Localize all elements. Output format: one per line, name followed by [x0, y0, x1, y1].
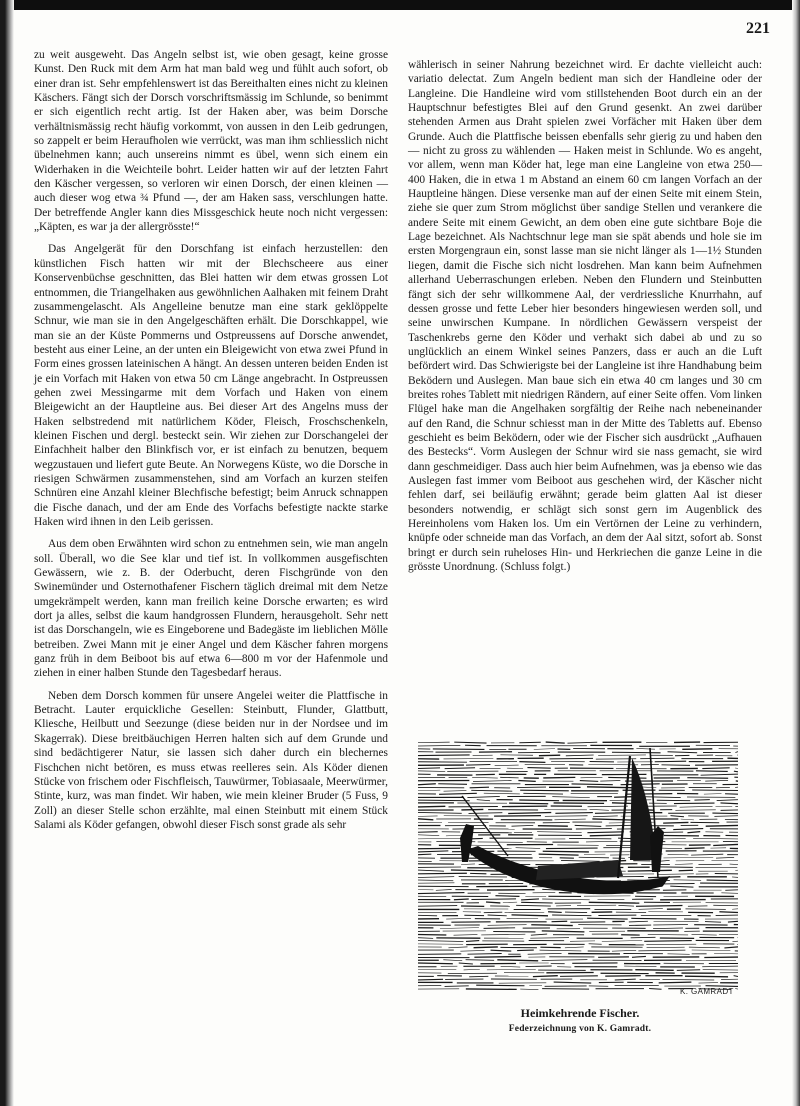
hatch-stroke [705, 780, 728, 781]
hatch-stroke [730, 864, 738, 865]
hatch-stroke [590, 835, 622, 836]
hatch-stroke [572, 784, 613, 785]
hatch-stroke [580, 781, 598, 782]
hatch-stroke [552, 915, 591, 916]
hatch-stroke [542, 960, 588, 961]
hatch-stroke [689, 947, 720, 948]
hatch-stroke [531, 925, 573, 926]
hatch-stroke [418, 893, 464, 894]
hatch-stroke [629, 921, 648, 922]
hatch-stroke [720, 803, 738, 804]
hatch-stroke [575, 825, 602, 826]
hatch-stroke [512, 915, 549, 916]
hatch-stroke [735, 752, 738, 753]
hatch-stroke [693, 838, 738, 839]
hatch-stroke [590, 809, 609, 810]
hatch-stroke [467, 796, 499, 797]
hatch-stroke [469, 813, 503, 814]
hatch-stroke [673, 829, 703, 830]
hatch-stroke [467, 953, 501, 954]
hatch-stroke [713, 844, 738, 845]
hatch-stroke [486, 902, 500, 903]
hatch-stroke [560, 976, 598, 977]
hatch-stroke [418, 838, 461, 839]
hatch-stroke [705, 922, 721, 923]
hatch-stroke [454, 899, 469, 900]
hatch-stroke [702, 768, 729, 769]
hatch-stroke [612, 950, 636, 951]
hatch-stroke [579, 857, 609, 858]
hatch-stroke [565, 912, 587, 913]
right-column [408, 58, 762, 582]
hatch-stroke [552, 797, 589, 798]
hatch-stroke [699, 983, 719, 984]
hatch-stroke [473, 781, 512, 782]
pen-drawing [418, 738, 738, 1000]
hatch-stroke [418, 870, 444, 871]
hatch-stroke [719, 912, 738, 913]
hatch-stroke [516, 905, 551, 906]
hatch-stroke [501, 966, 521, 967]
hatch-stroke [445, 986, 469, 987]
hatch-stroke [418, 806, 445, 807]
figure-credit: Federzeichnung von K. Gamradt. [508, 1024, 652, 1034]
hatch-stroke [675, 864, 693, 865]
hatch-stroke [566, 755, 594, 756]
hatch-stroke [533, 976, 558, 977]
hatch-stroke [539, 854, 579, 855]
hatch-stroke [418, 812, 462, 813]
hatch-stroke [668, 752, 698, 753]
hatch-stroke [466, 960, 495, 961]
hatch-stroke [488, 925, 527, 926]
hatch-stroke [466, 764, 490, 765]
hatch-stroke [692, 934, 717, 935]
hatch-stroke [685, 976, 728, 977]
hatch-stroke [519, 762, 545, 763]
hatch-stroke [445, 768, 475, 769]
hatch-stroke [587, 787, 636, 788]
artist-signature: K. GAMRADT [680, 987, 734, 996]
hatch-stroke [565, 947, 584, 948]
hatch-stroke [470, 787, 489, 788]
hatch-stroke [542, 899, 589, 900]
hatch-stroke [471, 899, 516, 900]
hatch-stroke [521, 899, 539, 900]
hatch-stroke [687, 778, 728, 779]
hatch-stroke [418, 854, 431, 855]
hatch-stroke [661, 765, 690, 766]
hatch-stroke [681, 819, 694, 820]
hatch-stroke [448, 947, 467, 948]
hatch-stroke [508, 813, 551, 814]
hatch-stroke [518, 781, 535, 782]
scan-edge-left [0, 0, 14, 1106]
hatch-stroke [418, 835, 439, 836]
hatch-stroke [418, 848, 460, 849]
hatch-stroke [631, 918, 676, 919]
hatch-stroke [443, 960, 462, 961]
hatch-stroke [549, 758, 593, 759]
hatch-stroke [439, 793, 477, 794]
hatch-stroke [679, 870, 693, 871]
hatch-stroke [525, 966, 551, 967]
hatch-stroke [531, 934, 547, 935]
hatch-stroke [418, 877, 454, 878]
hatch-stroke [418, 742, 450, 743]
hatch-stroke [734, 976, 738, 977]
hatch-stroke [593, 816, 618, 817]
hatch-stroke [451, 870, 502, 871]
page-number: 221 [746, 20, 770, 37]
hatch-stroke [696, 771, 728, 772]
fisherman-left [460, 824, 474, 862]
hatch-stroke [530, 938, 569, 939]
hatch-stroke [454, 742, 486, 743]
hatch-stroke [628, 870, 672, 871]
hatch-stroke [418, 745, 460, 746]
hatch-stroke [587, 918, 628, 919]
hatch-stroke [461, 864, 475, 865]
hatch-stroke [546, 742, 565, 743]
hatch-stroke [516, 848, 541, 849]
scan-edge-right [792, 0, 800, 1106]
hatch-stroke [714, 953, 738, 954]
hatch-stroke [418, 915, 437, 916]
hatch-stroke [446, 918, 471, 919]
hatch-stroke [491, 950, 512, 951]
hatch-stroke [418, 768, 440, 769]
hatch-stroke [440, 928, 479, 929]
hatch-stroke [716, 915, 738, 916]
hatch-stroke [701, 774, 738, 775]
hatch-stroke [662, 979, 714, 980]
hatch-stroke [554, 982, 592, 983]
hatch-stroke [418, 880, 453, 881]
hatch-stroke [471, 790, 512, 791]
hatch-stroke [497, 960, 538, 961]
hatch-stroke [588, 806, 628, 807]
hatch-stroke [714, 816, 738, 817]
hatch-stroke [477, 800, 490, 801]
hatch-stroke [542, 989, 589, 990]
hatch-stroke [685, 848, 705, 849]
hatch-stroke [602, 940, 642, 941]
hatch-stroke [657, 874, 693, 875]
paragraph: Aus dem oben Erwähnten wird schon zu entnehmen sein, wie man angeln soll. Überall, wo die See klar und tief ist. In vollkommen ausgefischten Gewässern, wie z. B. der Oderbucht, deren Fischgründe von den Swinemünder und Osternothafener Fischern täglich dreimal mit dem Netze umgekrämpelt werden, kann man freilich keine Dorsche erwarten; es wird dort ja alles, selbst die kaum handgrossen Flundern, herausgeholt. Sehr nett ist das Dorschangeln, wie es Eingeborene und Badegäste im lieblichen Mölle betreiben. Zwei Mann mit je einer Angel und dem Käscher fahren morgens ganz früh in dem Beiboot bis auf etwa 6—800 m vor der Hafenmole und ziehen in einer halben Stunde den Tagesbedarf heraus. [34, 538, 388, 680]
hatch-stroke [418, 832, 438, 833]
hatch-stroke [436, 889, 452, 890]
hatch-stroke [472, 777, 498, 778]
paragraph: Das Angelgerät für den Dorschfang ist einfach herzustellen: den künstlichen Fisch hatten wir mit der Blechscheere aus einer Konservenbüchse geschnitten, das Blei hatten wir dem etwas grossen Lot entnommen, die Triangelhaken aus gewöhnlichen Aalhaken mit feinem Draht zusammengelascht. Als Angelleine benutze man eine stark geklöppelte Schnur, wie man sie in den Angelgeschäften erhält. Die Dorschkappel, wie man sie an der Küste Pommerns und Ostpreussens auf Dorsche anwendet, besteht aus einer Leine, an der unten ein Bleigewicht von etwa zwei Pfund in Form eines grossen lateinischen A hängt. An dessen unteren beiden Enden ist je ein Vorfach mit Haken von etwa 50 cm Länge angebracht. In Ostpreussen gehen zwei Messingarme mit dem Vorfach und Haken von einem Bleigewicht an der Hauptleine aus. Bei dieser Art des Angelns muss der Haken selbstredend mit natürlichem Köder, Fleisch, Froschschenkeln, kleinen Fischen und dergl. besteckt sein. Wir ziehen zur Dorschangelei der Einfachheit halber den Blinkfisch vor, er ist einfach zu benutzen, bequem wegzustauen und liefert gute Beute. An Norwegens Küste, wo die Dorsche in riesigen Schwärmen zusammenstehen, sind am Vorfach an kurzen steifen Schnüren eine Anzahl kleiner Blechfische befestigt; beim Anruck schnappen die Fische danach, und der am Ende des Vorfachs befestigte nackte starke Haken wird ihnen in den Leib gerissen. [34, 243, 388, 528]
hatch-stroke [635, 970, 673, 971]
hatch-stroke [548, 912, 562, 913]
hatch-stroke [459, 963, 473, 964]
hatch-stroke [418, 940, 464, 941]
hatch-stroke [649, 988, 661, 989]
hatch-stroke [663, 822, 688, 823]
hatch-stroke [512, 825, 534, 826]
hatch-stroke [677, 970, 700, 971]
hatch-stroke [642, 797, 681, 798]
scan-edge-top [0, 0, 800, 10]
hatch-stroke [418, 784, 436, 785]
hatch-stroke [418, 963, 453, 964]
hatch-stroke [707, 880, 738, 881]
hatch-stroke [519, 742, 540, 743]
hatch-stroke [586, 841, 617, 842]
hatch-stroke [659, 982, 692, 983]
hatch-stroke [474, 947, 498, 948]
hatch-stroke [444, 791, 467, 792]
hatch-stroke [724, 947, 738, 948]
hatch-stroke [680, 806, 713, 807]
hatch-stroke [520, 790, 569, 791]
hatch-stroke [545, 816, 588, 817]
hatch-stroke [500, 777, 518, 778]
hatch-stroke [640, 758, 674, 759]
hatch-stroke [721, 893, 738, 894]
hatch-stroke [653, 928, 683, 929]
hatch-stroke [668, 954, 690, 955]
hatch-stroke [539, 755, 560, 756]
hatch-stroke [418, 873, 467, 874]
hatch-stroke [543, 851, 589, 852]
hatch-stroke [542, 931, 585, 932]
hatch-stroke [600, 781, 620, 782]
hatch-stroke [668, 854, 689, 855]
hatch-stroke [636, 748, 655, 749]
hatch-stroke [561, 860, 600, 861]
hatch-stroke [598, 755, 646, 756]
hatch-stroke [615, 979, 636, 980]
hatch-stroke [418, 819, 433, 820]
hatch-stroke [488, 915, 507, 916]
hatch-stroke [418, 771, 445, 772]
hatch-stroke [675, 810, 715, 811]
hatch-stroke [454, 935, 478, 936]
hatch-stroke [538, 826, 568, 827]
hatch-stroke [713, 905, 738, 906]
hatch-stroke [644, 941, 692, 942]
hatch-stroke [418, 906, 457, 907]
hatch-stroke [474, 956, 521, 957]
hatch-stroke [670, 886, 693, 887]
hatch-stroke [476, 985, 524, 986]
hatch-stroke [540, 950, 582, 951]
hatch-stroke [418, 790, 440, 791]
hatch-stroke [687, 832, 700, 833]
hatch-stroke [418, 979, 443, 980]
hatch-stroke [509, 803, 548, 804]
hatch-stroke [567, 742, 597, 743]
hatch-stroke [725, 890, 738, 891]
hatch-stroke [418, 755, 470, 756]
hatch-stroke [670, 816, 684, 817]
hatch-stroke [481, 934, 525, 935]
hatch-stroke [663, 857, 713, 858]
hatch-stroke [495, 896, 519, 897]
hatch-stroke [638, 950, 685, 951]
hatch-stroke [464, 969, 480, 970]
hatch-stroke [655, 761, 686, 762]
hatch-stroke [484, 928, 516, 929]
hatch-stroke [418, 851, 448, 852]
figure-caption: Heimkehrende Fischer. [520, 1006, 640, 1020]
hatch-stroke [484, 793, 520, 794]
hatch-stroke [523, 793, 563, 794]
hatch-stroke [521, 902, 552, 903]
hatch-stroke [527, 768, 550, 769]
hatch-stroke [728, 921, 738, 922]
hatch-stroke [543, 777, 575, 778]
hatch-stroke [487, 969, 536, 970]
hatch-stroke [589, 902, 640, 903]
hatch-stroke [534, 749, 555, 750]
hatch-stroke [438, 784, 467, 785]
hatch-stroke [519, 800, 559, 801]
illustration-fishing-boat [418, 738, 738, 1000]
hatch-stroke [606, 825, 633, 826]
hatch-stroke [612, 752, 661, 753]
hatch-stroke [734, 771, 738, 772]
hatch-stroke [555, 813, 592, 814]
hatch-stroke [639, 909, 663, 910]
left-column [34, 48, 388, 840]
paragraph: wählerisch in seiner Nahrung bezeichnet wird. Er dachte vielleicht auch: variatio delectat. Zum Angeln bedient man sich der Handleine oder der Langleine. Die Handleine wird vom stillstehenden Boot durch ein an der Hauptschnur befestigtes Blei auf den Grund gesenkt. An zwei darüber stehenden Armen aus Draht spielen zwei Vorfächer mit Haken über dem Grunde. Auch die Plattfische beissen ebenfalls sehr gierig zu und haben den — nicht zu gross zu wählenden — Haken meist in Schlunde. Wo es angeht, vor allem, wenn man Köder hat, lege man eine Langleine von etwa 250—400 Haken, die in etwa 1 m Abstand an einem 60 cm langen Vorfach an der Hauptleine hängen. Diese versenke man auf der einen Seite mit einem Stein, ziehe sie quer zum Strom möglichst über sandige Stellen und verankere die andere Seite mit einem Gewicht, an dem oben eine gute sichtbare Boje die Lage bezeichnet. Als Nachtschnur lege man sie spät abends und hole sie im ersten Morgengraun ein, sonst lasse man sie nicht länger als 1—1½ Stunden liegen, damit die Fische sich nicht losdrehen. Man kann beim Aufnehmen allerhand Ueberraschungen erleben. Neben den Flundern und Steinbutten fängt sich der sehr willkommene Aal, der verdriessliche Knurrhahn, auf dessen grosse und fette Leber hier besonders hingewiesen werden soll, und seine unwirschen Kumpane. In nördlichen Gewässern verspeist der Taschenkrebs gerne den Köder und verhakt sich dabei ab und zu so unglücklich an einem Winkel seines Panzers, dass er auch an die Luft befördert wird. Das Schwierigste bei der Langleine ist ihre Handhabung beim Beködern und Auslegen. Man baue sich ein etwa 40 cm langes und 30 cm breites rohes Tablett mit niedrigen Rändern, auf einer Seite offen. Vom linken Flügel hake man die Angelhaken sorgfältig der Reihe nach nebeneinander auf den Rand, die Schnur schiesst man in der Mitte des Tabletts auf. Ebenso geschieht es beim Beködern, oder wie der Fischer sich ausdrückt „Aufhauen des Bestecks“. Vorm Auslegen der Schnur wird sie nass gemacht, sie wird dann geschmeidiger. Dass auch hier beim Aufnehmen, was ja ebenso wie das Auslegen fast immer vom Beiboot aus geschehen wird, der Käscher nicht fehlen darf, sei beiläufig erwähnt; gerade beim glatten Aal ist dieser besonders notwendig, er schlägt sich sonst gern im Augenblick des Hereinholens vom Haken los. Um ein Vertörnen der Leine zu verhindern, knüpfe oder schneide man das Vorfach, an dem der Aal sitzt, sofort ab. Sonst bringt er durch sein ruheloses Hin- und Herkriechen die ganze Leine in die grösste Unordnung. (Schluss folgt.) [408, 59, 762, 574]
hatch-stroke [537, 832, 581, 833]
hatch-stroke [702, 966, 738, 967]
hatch-stroke [716, 857, 734, 858]
hatch-stroke [460, 950, 484, 951]
hatch-stroke [717, 800, 738, 801]
hatch-stroke [587, 832, 623, 833]
hatch-stroke [528, 953, 562, 954]
hatch-stroke [636, 905, 682, 906]
hatch-stroke [632, 956, 646, 957]
hatch-stroke [466, 941, 479, 942]
paragraph: zu weit ausgeweht. Das Angeln selbst ist, wie oben gesagt, keine grosse Kunst. Den Ruck mit dem Arm hat man bald weg und fühlt auch sofort, ob einer dran ist. Sehr empfehlenswert ist das Bereithalten eines nicht zu kleinen Käschers. Fängt sich der Dorsch vorschriftsmässig im Schlunde, so benimmt er sich eigentlich recht artig. Ist der Haken aber, was beim Dorsche verhältnismässig recht häufig vorkommt, von aussen in den Leib gedrungen, so zappelt er beim Heraufholen wie verrückt, was man ihm schliesslich nicht übelnehmen kann; auch unsereins nimmt es übel, wenn sich einem ein Widerhaken in die Weichteile bohrt. Leider hatten wir auf der letzten Fahrt den Käscher vergessen, so verloren wir einen Dorsch, der einen kleinen — auch dieser wog etwa ¾ Pfund —, der am Haken sass, verschlungen hatte. Der betreffende Angler kann dies Missgeschick heute noch nicht vergessen: „Käpten, es war ja der allergrösste!“ [34, 49, 388, 234]
hatch-stroke [592, 819, 631, 820]
hatch-stroke [691, 854, 723, 855]
hatch-stroke [418, 800, 470, 801]
paragraph: Neben dem Dorsch kommen für unsere Angelei weiter die Plattfische in Betracht. Lauter erquickliche Gesellen: Steinbutt, Flunder, Glattbutt, Kliesche, Heilbutt und Seezunge (diese beiden nur in der Nordsee und im Skagerrak). Diese breitbäuchigen Herren halten sich auf dem Grunde und sind bedächtigerer Natur, sie lassen sich daher durch ein blechernes Fischchen nicht betören, es muss etwas reelleres sein. Als Köder dienen Stücke von frischem oder Fischfleisch, Tauwürmer, Tobiasaale, Meerwürmer, Stinte, kurz, was man findet. Wir haben, wie mein kleiner Bruder (5 Fuss, 9 Zoll) an dieser Stelle schon erzählte, mal einen Steinbutt mit einem Stück Salami als Köder gefangen, obwohl dieser Fisch sonst grade als sehr [34, 689, 388, 831]
hatch-stroke [706, 825, 738, 826]
hatch-stroke [618, 905, 634, 906]
hatch-stroke [554, 819, 585, 820]
hatch-stroke [418, 938, 433, 939]
